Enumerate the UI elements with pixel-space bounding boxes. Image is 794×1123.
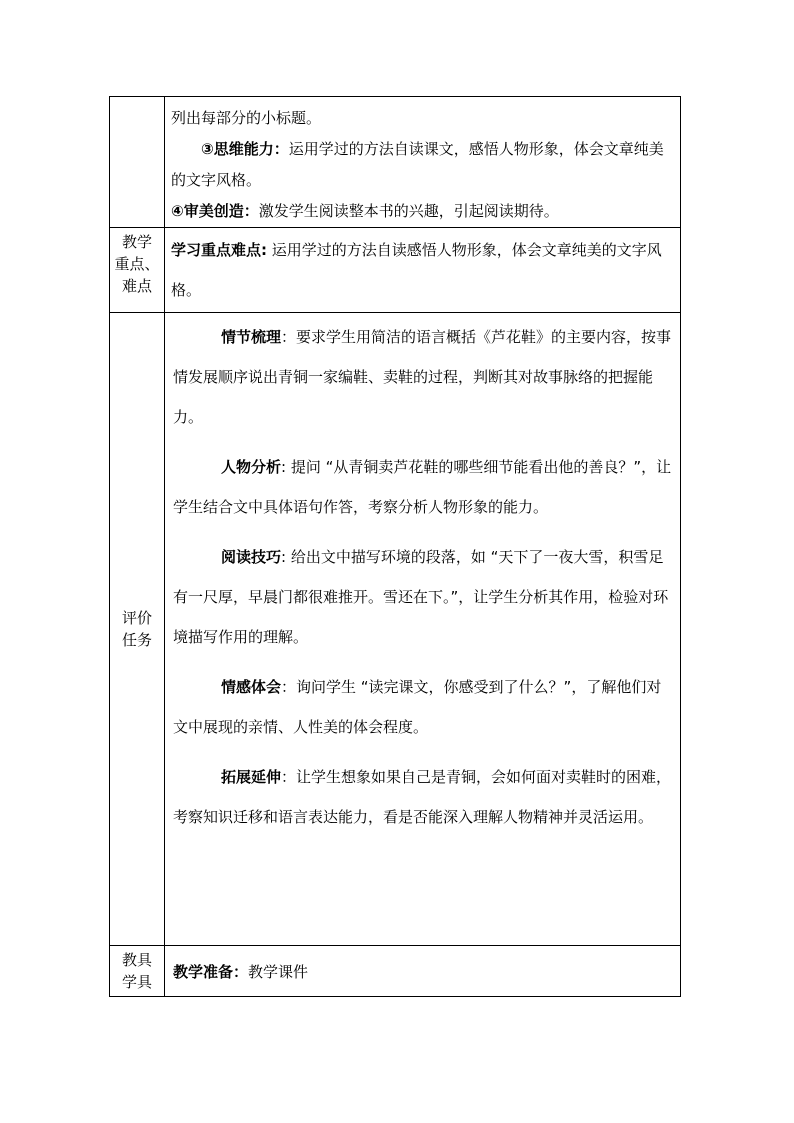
evaluation-label-cell: [110, 313, 165, 946]
objective-thinking-text: 运用学过的方法自读课文，感悟人物形象，体会文章纯美的文字风格。: [171, 140, 664, 189]
task-character-title: 人物分析: [221, 458, 282, 476]
task-emotion-text: ：询问学生 “读完课文，你感受到了什么？”，了解他们对文中展现的亲情、人性美的体会程度。: [173, 678, 662, 736]
objective-thinking-title: ③思维能力：: [201, 140, 289, 158]
objective-thinking: [171, 134, 674, 196]
objectives-label-cell: [110, 97, 165, 228]
evaluation-content-cell: [165, 313, 681, 946]
materials-row: [110, 946, 681, 997]
task-extension: [173, 757, 672, 837]
materials-content-cell: [165, 946, 681, 997]
task-emotion-title: 情感体会: [221, 678, 282, 696]
materials-label-line1: 教具: [121, 951, 152, 969]
task-plot-title: 情节梳理: [221, 328, 282, 346]
objectives-content-cell: [165, 97, 681, 228]
key-points-label-line3: 难点: [121, 277, 152, 295]
key-points-title: 学习重点难点:: [171, 241, 267, 259]
task-extension-text: ：让学生想象如果自己是青铜，会如何面对卖鞋时的困难，考察知识迁移和语言表达能力，看是否能深入理解人物精神并灵活运用。: [173, 768, 672, 826]
task-emotion: [173, 667, 672, 747]
task-plot-text: ：要求学生用简洁的语言概括《芦花鞋》的主要内容，按事情发展顺序说出青铜一家编鞋、卖鞋的过程，判断其对故事脉络的把握能力。: [173, 328, 672, 426]
materials-label-line2: 学具: [121, 973, 152, 991]
task-extension-title: 拓展延伸: [221, 768, 282, 786]
key-points-text: 运用学过的方法自读感悟人物形象，体会文章纯美的文字风格。: [171, 241, 662, 299]
lesson-plan-table: [109, 96, 681, 997]
evaluation-label-line1: 评价: [121, 609, 152, 627]
evaluation-label-line2: 任务: [121, 631, 152, 649]
task-reading-title: 阅读技巧: [221, 548, 282, 566]
objective-aesthetic-title: ④审美创造：: [171, 202, 259, 220]
materials-title: 教学准备：: [173, 963, 249, 981]
materials-label-cell: [110, 946, 165, 997]
key-points-content-cell: [165, 228, 681, 313]
key-points-label-line1: 教学: [121, 233, 152, 251]
task-reading: [173, 537, 672, 657]
objective-aesthetic-text: 激发学生阅读整本书的兴趣，引起阅读期待。: [258, 202, 559, 220]
task-character-text: : 提问 “从青铜卖芦花鞋的哪些细节能看出他的善良？”，让学生结合文中具体语句作答，考察分析人物形象的能力。: [173, 458, 672, 516]
objective-aesthetic: [171, 196, 674, 227]
materials-text: 教学课件: [248, 963, 309, 981]
task-reading-text: : 给出文中描写环境的段落，如 “天下了一夜大雪，积雪足有一尺厚，早晨门都很难推开。雪还在下。”，让学生分析其作用，检验对环境描写作用的理解。: [173, 548, 669, 646]
objective-subtitle-line: 列出每部分的小标题。: [171, 109, 322, 127]
evaluation-row: [110, 313, 681, 946]
key-points-row: [110, 228, 681, 313]
objectives-row: [110, 97, 681, 228]
task-character: [173, 447, 672, 527]
key-points-label-line2: 重点、: [114, 255, 160, 273]
key-points-label-cell: [110, 228, 165, 313]
task-plot: [173, 317, 672, 437]
